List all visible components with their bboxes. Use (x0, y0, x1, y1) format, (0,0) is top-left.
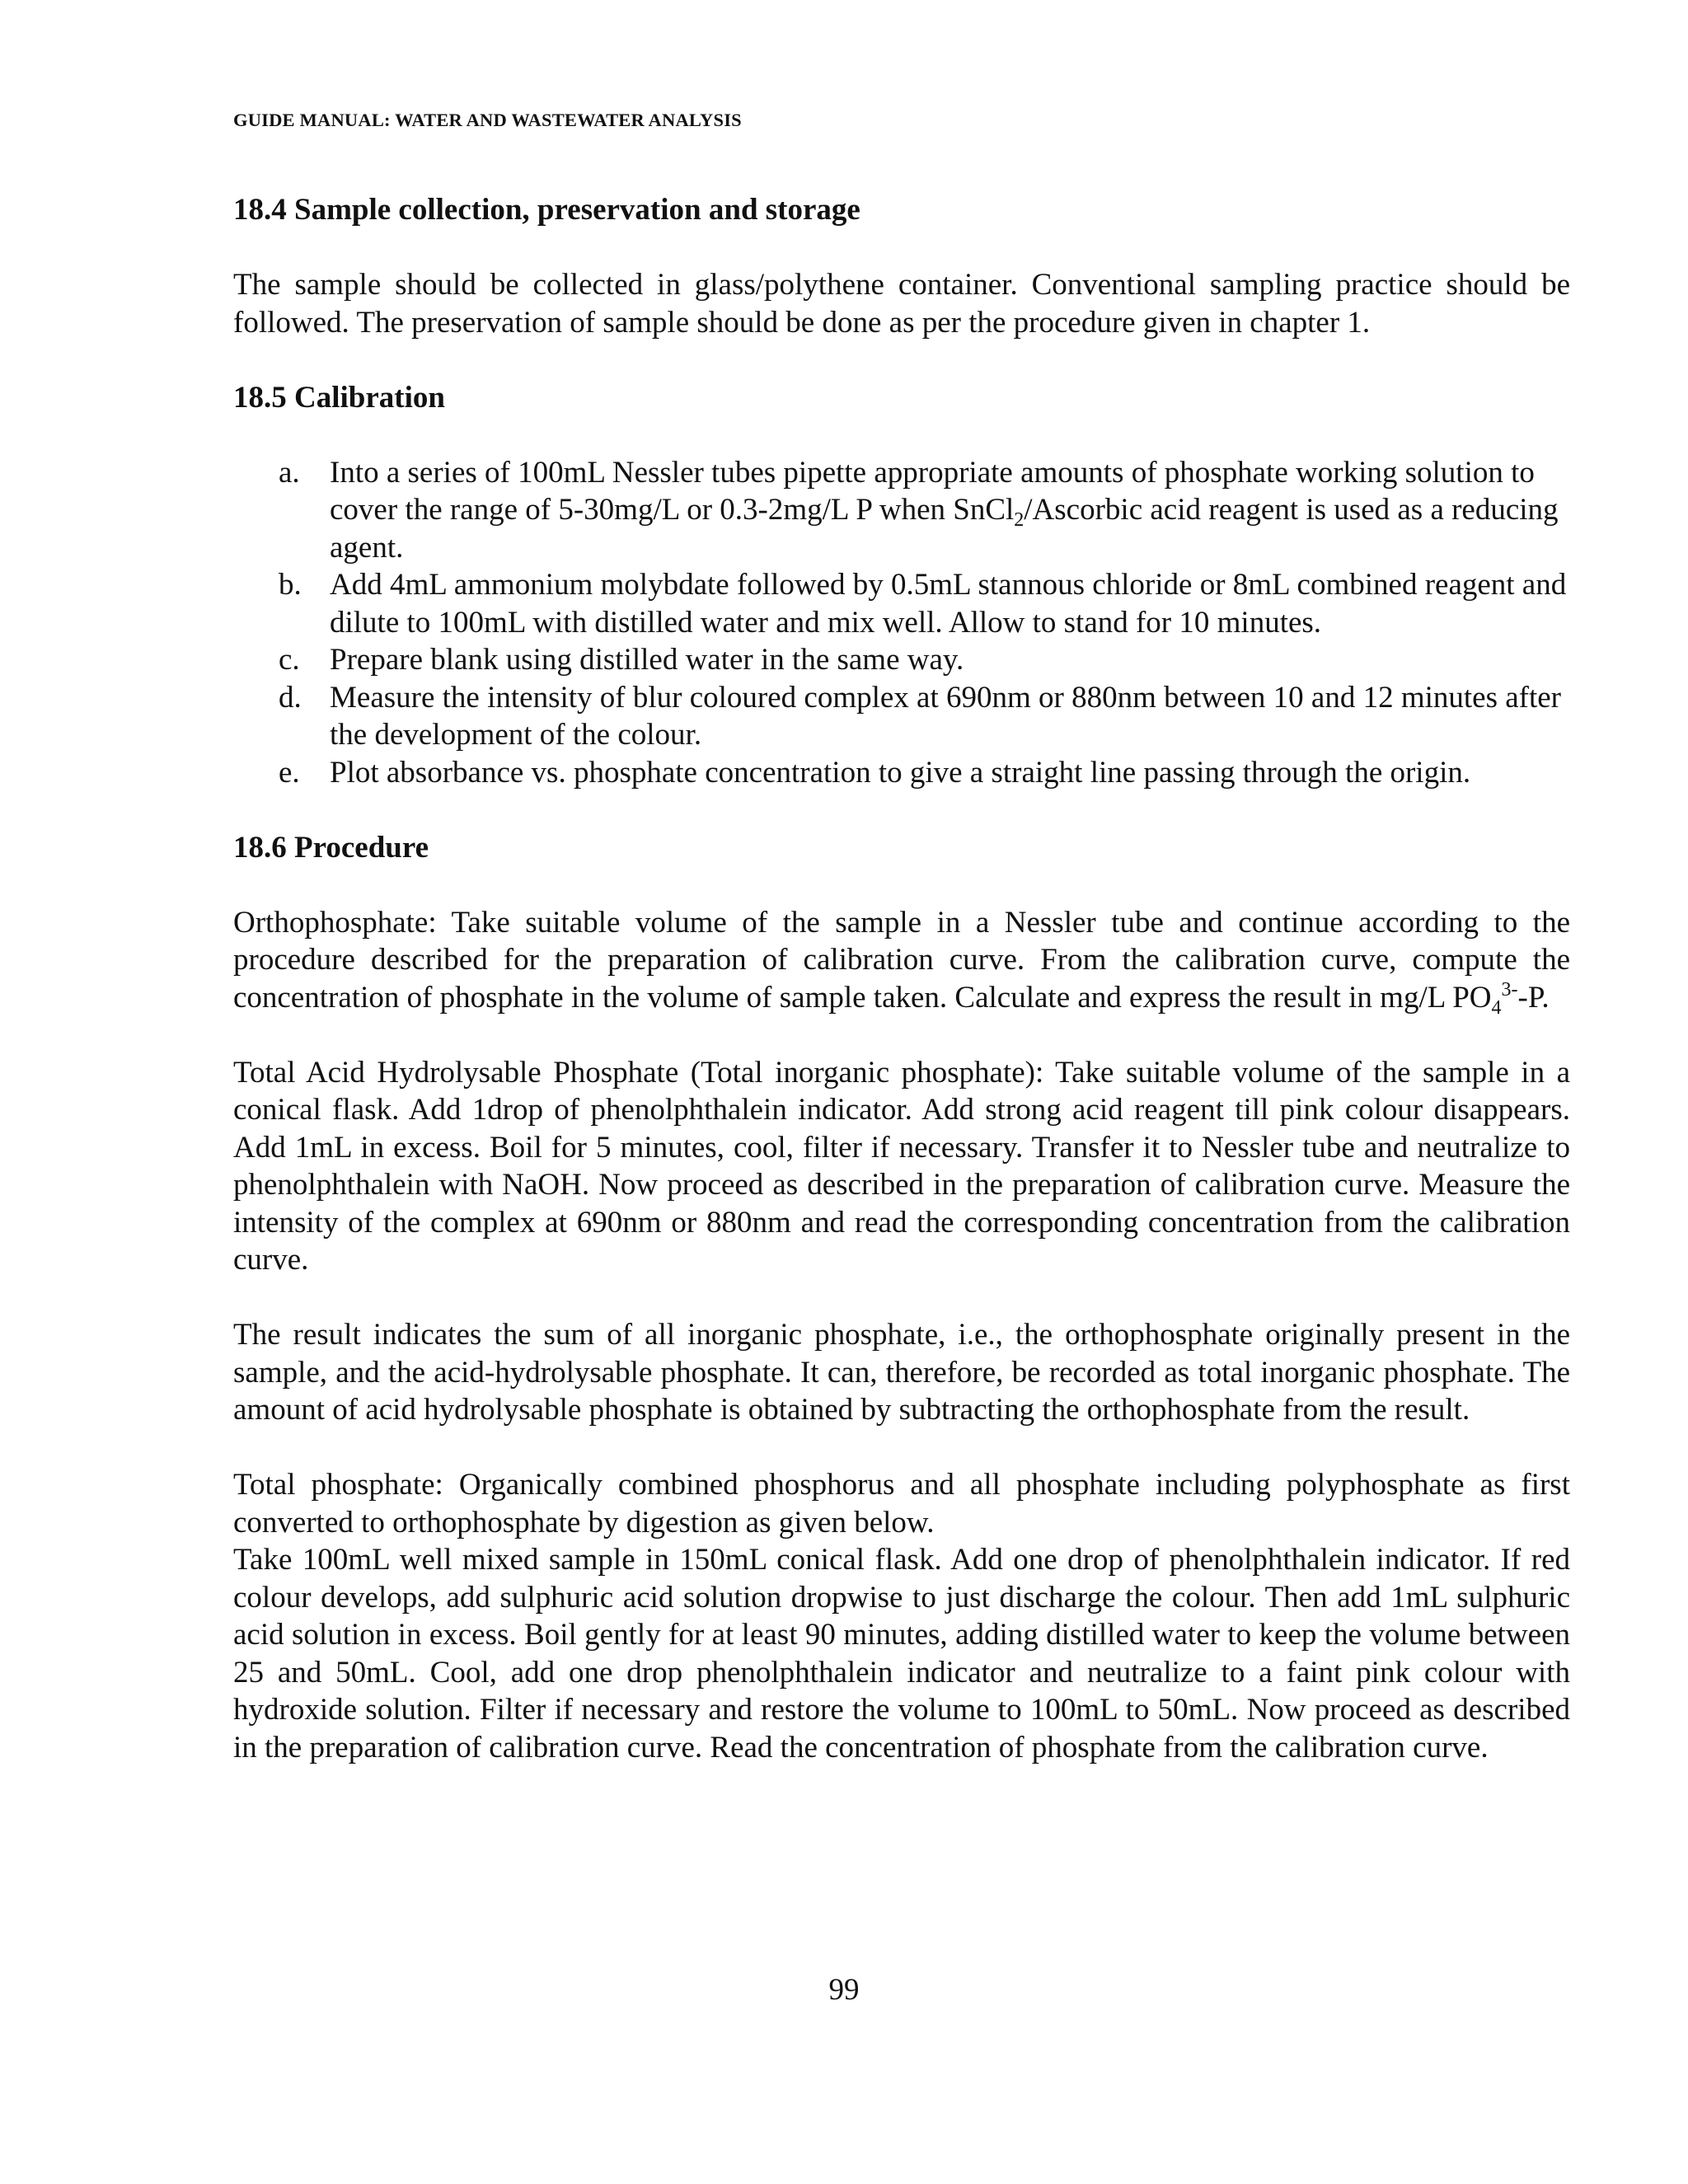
orthophosphate-tail: -P. (1517, 980, 1550, 1015)
list-marker: a. (279, 455, 300, 490)
running-header: GUIDE MANUAL: WATER AND WASTEWATER ANALYSIS (233, 110, 742, 130)
subscript: 2 (1014, 509, 1025, 531)
step-text: Measure the intensity of blur coloured complex at 690nm or 880nm between 10 and 12 minutes after the development of the colour. (330, 680, 1562, 752)
section-18-4-title: 18.4 Sample collection, preservation and storage (233, 193, 860, 227)
section-18-6-title: 18.6 Procedure (233, 830, 429, 865)
calibration-step-a (233, 454, 1570, 567)
total-acid-hydrolysable-paragraph: Total Acid Hydrolysable Phosphate (Total inorganic phosphate): Take suitable volume of the sample in a conical flask. Add 1drop of phenolphthalein indicator. Add strong acid reagent till pink colour disappears. Add 1mL in excess. Boil for 5 minutes, cool, filter if necessary. Transfer it to Nessler tube and neutralize to phenolphthalein with NaOH. Now proceed as described in the preparation of calibration curve. Measure the intensity of the complex at 690nm or 880nm and read the corresponding concentration from the calibration curve. (233, 1055, 1570, 1277)
list-marker: b. (279, 568, 302, 602)
calibration-step-b (233, 566, 1570, 641)
section-18-5-title: 18.5 Calibration (233, 380, 445, 415)
step-text-tail: /Ascorbic acid reagent is used as a reducing agent. (330, 493, 1559, 565)
list-marker: e. (279, 755, 300, 790)
section-18-4-body: The sample should be collected in glass/polythene container. Conventional sampling practice should be followed. The preservation of sample should be done as per the procedure given in chapter 1. (233, 268, 1570, 340)
orthophosphate-paragraph (233, 904, 1570, 1017)
calibration-step-d (233, 679, 1570, 754)
total-phosphate-intro: Total phosphate: Organically combined phosphorus and all phosphate including polyphosphate as first converted to orthophosphate by digestion as given below. (233, 1468, 1570, 1540)
page-number: 99 (828, 1973, 860, 2007)
calibration-step-e (233, 754, 1570, 792)
orthophosphate-text: Orthophosphate: Take suitable volume of the sample in a Nessler tube and continue according to the procedure described for the preparation of calibration curve. From the calibration curve, compute the concentration of phosphate in the volume of sample taken. Calculate and express the result in mg/L PO (233, 905, 1570, 1015)
step-text: Prepare blank using distilled water in the same way. (330, 643, 964, 677)
superscript: 3- (1501, 978, 1518, 1001)
step-text: Add 4mL ammonium molybdate followed by 0.5mL stannous chloride or 8mL combined reagent and dilute to 100mL with distilled water and mix well. Allow to stand for 10 minutes. (330, 568, 1567, 640)
page-content (233, 191, 1570, 1766)
result-note-paragraph: The result indicates the sum of all inorganic phosphate, i.e., the orthophosphate originally present in the sample, and the acid-hydrolysable phosphate. It can, therefore, be recorded as total inorganic phosphate. The amount of acid hydrolysable phosphate is obtained by subtracting the orthophosphate from the result. (233, 1318, 1570, 1427)
calibration-step-c (233, 641, 1570, 679)
list-marker: c. (279, 643, 300, 677)
step-text: Into a series of 100mL Nessler tubes pipette appropriate amounts of phosphate working solution to cover the range of 5-30mg/L or 0.3-2mg/L P when SnCl (330, 455, 1535, 527)
subscript: 4 (1491, 996, 1502, 1019)
total-phosphate-procedure: Take 100mL well mixed sample in 150mL conical flask. Add one drop of phenolphthalein indicator. If red colour develops, add sulphuric acid solution dropwise to just discharge the colour. Then add 1mL sulphuric acid solution in excess. Boil gently for at least 90 minutes, adding distilled water to keep the volume between 25 and 50mL. Cool, add one drop phenolphthalein indicator and neutralize to a faint pink colour with hydroxide solution. Filter if necessary and restore the volume to 100mL to 50mL. Now proceed as described in the preparation of calibration curve. Read the concentration of phosphate from the calibration curve. (233, 1543, 1570, 1765)
calibration-steps-list (233, 454, 1570, 792)
step-text: Plot absorbance vs. phosphate concentration to give a straight line passing through the origin. (330, 755, 1471, 790)
list-marker: d. (279, 680, 302, 715)
